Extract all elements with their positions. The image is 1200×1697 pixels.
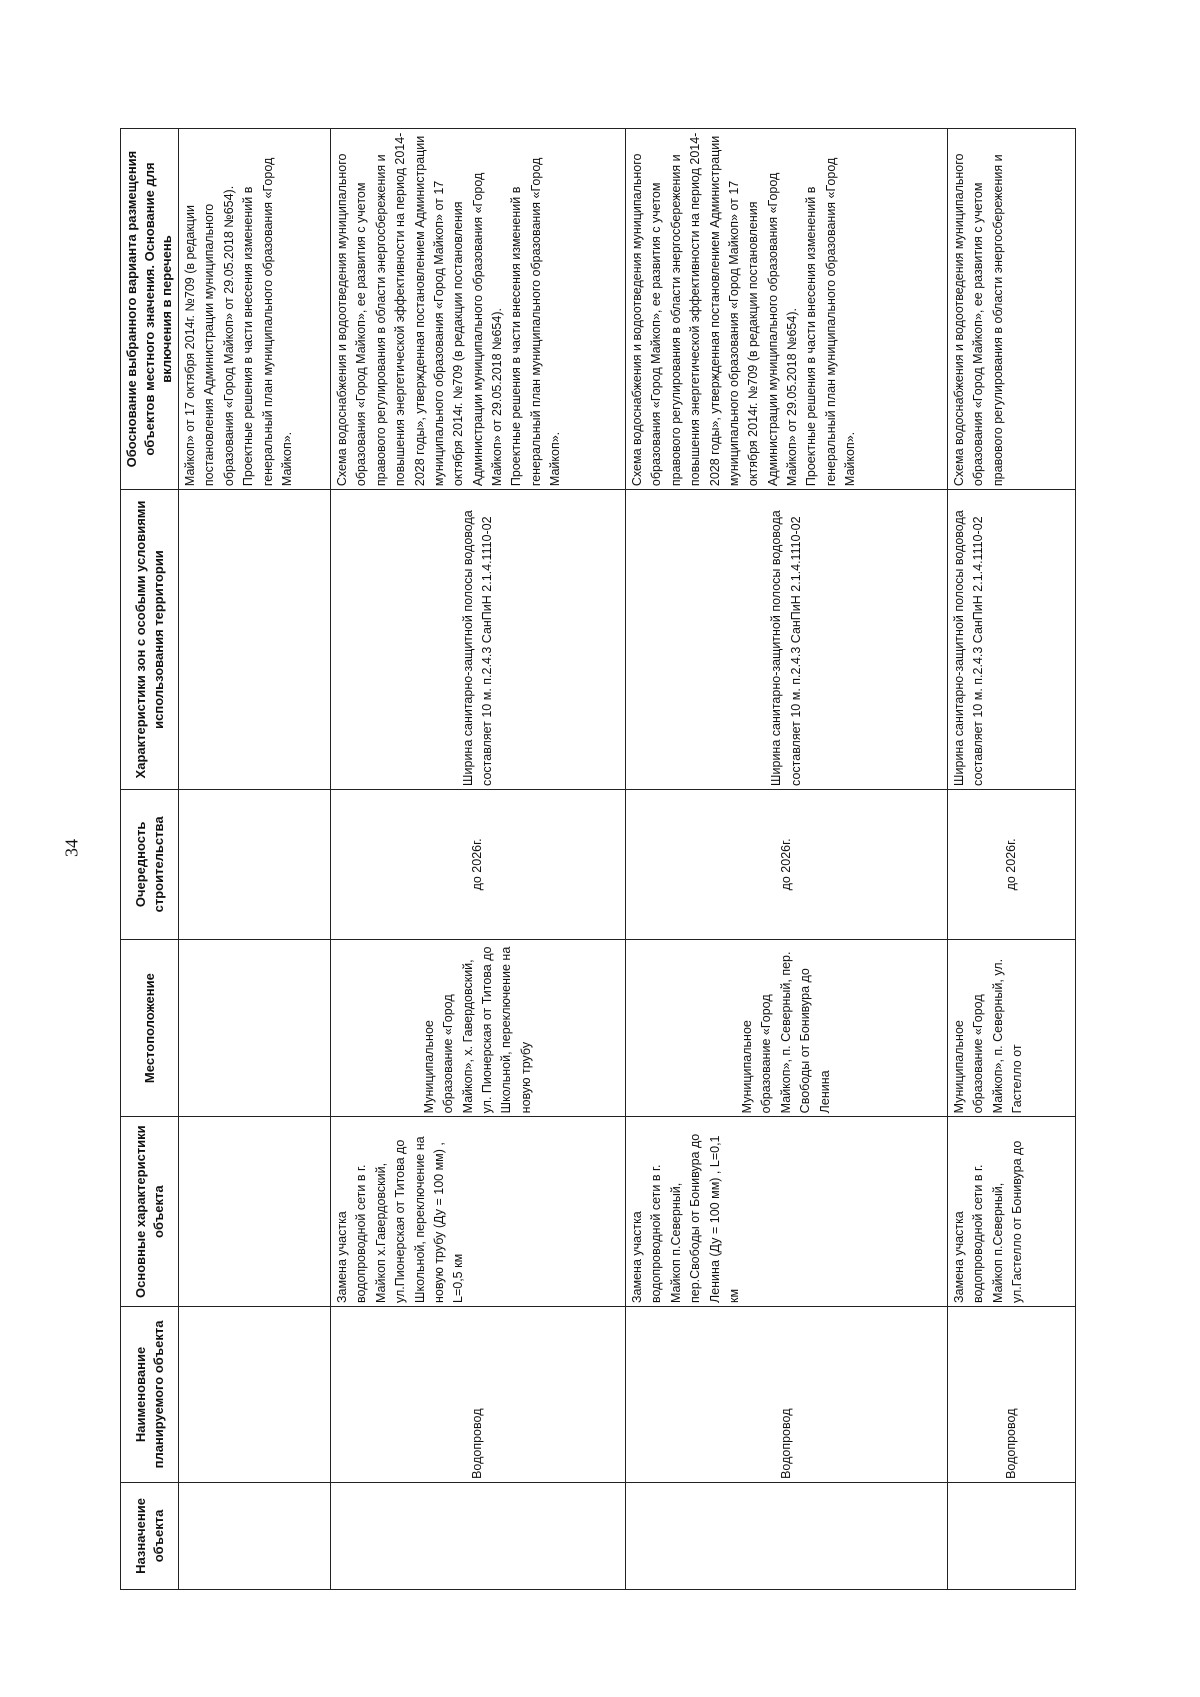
cell-characteristics: Замена участка водопроводной сети в г. Майкоп п.Северный, пер.Свободы от Бонивура до Ленина (Ду = 100 мм) , L=0,1 км [626, 1117, 948, 1307]
header-zones: Характеристики зон с особыми условиями использования территории [121, 490, 179, 790]
header-location: Местоположение [121, 939, 179, 1116]
table-row [948, 129, 1076, 1590]
header-stage: Очередность строительства [121, 789, 179, 939]
header-name: Наименование планируемого объекта [121, 1307, 179, 1483]
cell-stage: до 2026г. [948, 789, 1076, 939]
cell-zones: Ширина санитарно-защитной полосы водовода составляет 10 м. п.2.4.3 СанПиН 2.1.4.1110-02 [331, 490, 626, 790]
cell-purpose [179, 1482, 331, 1589]
cell-purpose [626, 1482, 948, 1589]
cell-name: Водопровод [626, 1307, 948, 1483]
cell-stage: до 2026г. [331, 789, 626, 939]
page-number: 34 [61, 839, 82, 857]
cell-name: Водопровод [948, 1307, 1076, 1483]
cell-name: Водопровод [331, 1307, 626, 1483]
cell-stage: до 2026г. [626, 789, 948, 939]
table-header-row [121, 129, 179, 1590]
cell-zones: Ширина санитарно-защитной полосы водовода составляет 10 м. п.2.4.3 СанПиН 2.1.4.1110-02 [948, 490, 1076, 790]
cell-basis: Схема водоснабжения и водоотведения муниципального образования «Город Майкоп», ее развития с учетом правового регулирования в области энергосбережения и повышения энергетической эффективности на период 2014-2028 годы», утвержденная постановлением Администрации муниципального образования «Город Майкоп» от 17 октября 2014г. №709 (в редакции постановления Администрации муниципального образования «Город Майкоп» от 29.05.2018 №654). Проектные решения в части внесения изменений в генеральный план муниципального образования «Город Майкоп». [331, 129, 626, 490]
objects-table [120, 128, 1076, 1590]
cell-characteristics [179, 1117, 331, 1307]
header-characteristics: Основные характеристики объекта [121, 1117, 179, 1307]
table-row [179, 129, 331, 1590]
table-row [626, 129, 948, 1590]
header-basis-text: Обоснование выбранного варианта размещения объектов местного значения. Основание для включения в перечень [124, 150, 175, 468]
cell-location: Муниципальное образование «Город Майкоп», п. Северный, ул. Гастелло от [948, 939, 1076, 1116]
rotated-table-container [120, 128, 1075, 1590]
cell-characteristics: Замена участка водопроводной сети в г. Майкоп х.Гавердовский, ул.Пионерская от Титова до Школьной, переключение на новую трубу (Ду = 100 мм) , L=0,5 км [331, 1117, 626, 1307]
cell-name [179, 1307, 331, 1483]
cell-basis: Схема водоснабжения и водоотведения муниципального образования «Город Майкоп», ее развития с учетом правового регулирования в области энергосбережения и повышения энергетической эффективности на период 2014-2028 годы», утвержденная постановлением Администрации муниципального образования «Город Майкоп» от 17 октября 2014г. №709 (в редакции постановления Администрации муниципального образования «Город Майкоп» от 29.05.2018 №654). Проектные решения в части внесения изменений в генеральный план муниципального образования «Город Майкоп». [626, 129, 948, 490]
table-row [331, 129, 626, 1590]
cell-location: Муниципальное образование «Город Майкоп», х. Гавердовский, ул. Пионерская от Титова до Школьной, переключение на новую трубу [331, 939, 626, 1116]
cell-zones [179, 490, 331, 790]
cell-basis: Майкоп» от 17 октября 2014г. №709 (в редакции постановления Администрации муниципального образования «Город Майкоп» от 29.05.2018 №654). Проектные решения в части внесения изменений в генеральный план муниципального образования «Город Майкоп». [179, 129, 331, 490]
cell-location [179, 939, 331, 1116]
cell-zones: Ширина санитарно-защитной полосы водовода составляет 10 м. п.2.4.3 СанПиН 2.1.4.1110-02 [626, 490, 948, 790]
header-basis [121, 129, 179, 490]
cell-purpose [331, 1482, 626, 1589]
cell-stage [179, 789, 331, 939]
cell-purpose [948, 1482, 1076, 1589]
cell-characteristics: Замена участка водопроводной сети в г. Майкоп п.Северный, ул.Гастелло от Бонивура до [948, 1117, 1076, 1307]
cell-location: Муниципальное образование «Город Майкоп», п. Северный, пер. Свободы от Бонивура до Ленина [626, 939, 948, 1116]
cell-basis: Схема водоснабжения и водоотведения муниципального образования «Город Майкоп», ее развития с учетом правового регулирования в области энергосбережения и [948, 129, 1076, 490]
header-purpose: Назначение объекта [121, 1482, 179, 1589]
